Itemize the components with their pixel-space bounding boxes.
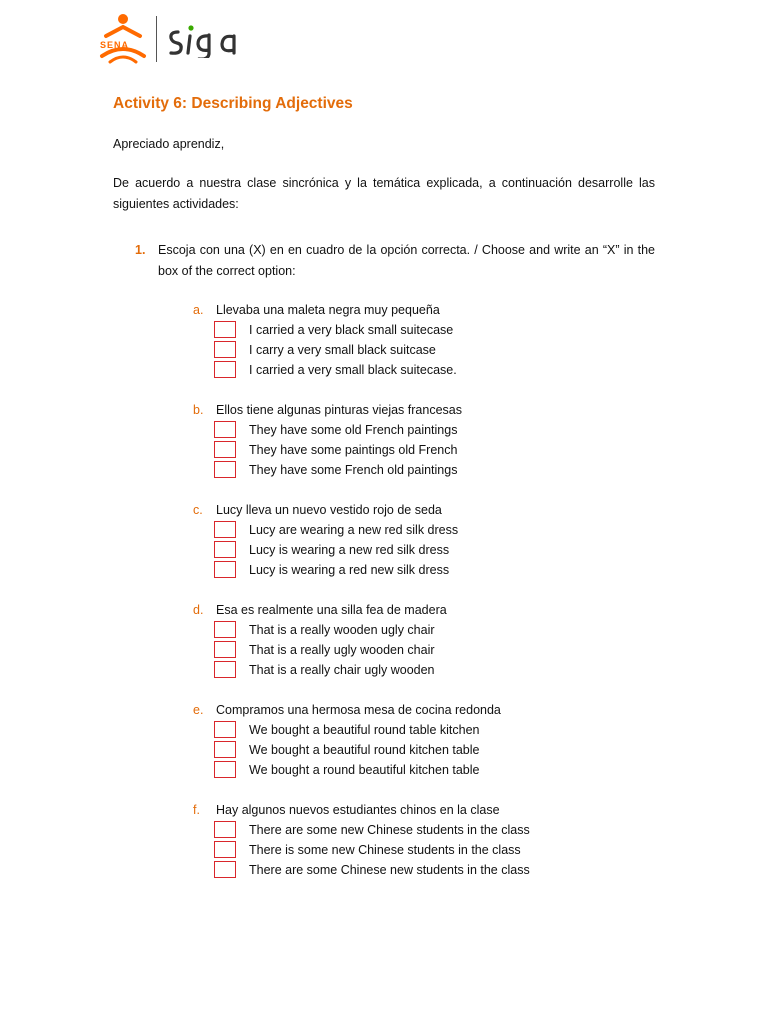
answer-option — [0, 520, 768, 540]
answer-checkbox[interactable] — [214, 741, 236, 758]
answer-checkbox[interactable] — [214, 521, 236, 538]
answer-option-label: There is some new Chinese students in the class — [249, 843, 521, 857]
answer-option-label: That is a really ugly wooden chair — [249, 643, 435, 657]
page-title: Activity 6: Describing Adjectives — [113, 95, 353, 112]
exercise-item-b — [0, 400, 768, 480]
answer-checkbox[interactable] — [214, 661, 236, 678]
exercise-item-f — [0, 800, 768, 880]
question-number: 1. — [135, 243, 146, 257]
answer-checkbox[interactable] — [214, 641, 236, 658]
item-prompt: Lucy lleva un nuevo vestido rojo de seda — [216, 503, 442, 517]
intro-paragraph: De acuerdo a nuestra clase sincrónica y la temática explicada, a continuación desarrolle las siguientes actividades: — [113, 176, 655, 211]
item-prompt: Compramos una hermosa mesa de cocina redonda — [216, 703, 501, 717]
answer-option-label: I carried a very small black suitecase. — [249, 363, 457, 377]
answer-checkbox[interactable] — [214, 321, 236, 338]
header-divider — [156, 16, 157, 62]
exercise-item-c — [0, 500, 768, 580]
siga-logo — [168, 24, 246, 58]
answer-option — [0, 320, 768, 340]
answer-option-label: Lucy are wearing a new red silk dress — [249, 523, 459, 537]
answer-option-label: They have some paintings old French — [249, 443, 458, 457]
item-letter: b. — [193, 403, 204, 417]
item-letter: a. — [193, 303, 204, 317]
answer-option — [0, 620, 768, 640]
answer-checkbox[interactable] — [214, 561, 236, 578]
exercise-item-d — [0, 600, 768, 680]
answer-option — [0, 540, 768, 560]
item-prompt: Ellos tiene algunas pinturas viejas francesas — [216, 403, 462, 417]
answer-option — [0, 660, 768, 680]
answer-option-label: We bought a beautiful round kitchen table — [249, 743, 480, 757]
answer-option — [0, 340, 768, 360]
answer-checkbox[interactable] — [214, 461, 236, 478]
answer-checkbox[interactable] — [214, 541, 236, 558]
answer-checkbox[interactable] — [214, 441, 236, 458]
exercise-item-e — [0, 700, 768, 780]
answer-option-label: There are some new Chinese students in the class — [249, 823, 530, 837]
answer-checkbox[interactable] — [214, 821, 236, 838]
item-letter: c. — [193, 503, 203, 517]
answer-checkbox[interactable] — [214, 341, 236, 358]
item-prompt: Llevaba una maleta negra muy pequeña — [216, 303, 440, 317]
answer-checkbox[interactable] — [214, 721, 236, 738]
answer-option-label: We bought a round beautiful kitchen table — [249, 763, 480, 777]
answer-option — [0, 840, 768, 860]
answer-option — [0, 820, 768, 840]
answer-option — [0, 640, 768, 660]
answer-checkbox[interactable] — [214, 841, 236, 858]
answer-option — [0, 860, 768, 880]
answer-option — [0, 740, 768, 760]
answer-option-label: There are some Chinese new students in the class — [249, 863, 530, 877]
header-logos — [94, 12, 264, 64]
answer-option — [0, 720, 768, 740]
answer-option-label: They have some French old paintings — [249, 463, 458, 477]
answer-checkbox[interactable] — [214, 861, 236, 878]
answer-option — [0, 560, 768, 580]
sena-logo-icon — [94, 12, 152, 64]
answer-option-label: Lucy is wearing a new red silk dress — [249, 543, 450, 557]
answer-option-label: We bought a beautiful round table kitchen — [249, 723, 480, 737]
exercise-item-a — [0, 300, 768, 380]
answer-checkbox[interactable] — [214, 761, 236, 778]
answer-option-label: Lucy is wearing a red new silk dress — [249, 563, 450, 577]
item-prompt: Esa es realmente una silla fea de madera — [216, 603, 447, 617]
greeting-text: Apreciado aprendiz, — [113, 137, 225, 151]
answer-checkbox[interactable] — [214, 421, 236, 438]
answer-option — [0, 440, 768, 460]
answer-checkbox[interactable] — [214, 621, 236, 638]
answer-option-label: I carry a very small black suitcase — [249, 343, 436, 357]
answer-option — [0, 460, 768, 480]
sena-logo-text: SENA — [100, 40, 130, 50]
answer-option-label: I carried a very black small suitecase — [249, 323, 454, 337]
item-letter: f. — [193, 803, 200, 817]
item-prompt: Hay algunos nuevos estudiantes chinos en la clase — [216, 803, 500, 817]
answer-option-label: That is a really chair ugly wooden — [249, 663, 435, 677]
answer-option — [0, 420, 768, 440]
question-instruction: Escoja con una (X) en en cuadro de la opción correcta. / Choose and write an “X” in the box of the correct option: — [158, 243, 655, 278]
answer-option-label: That is a really wooden ugly chair — [249, 623, 435, 637]
answer-checkbox[interactable] — [214, 361, 236, 378]
item-letter: e. — [193, 703, 204, 717]
answer-option — [0, 360, 768, 380]
answer-option-label: They have some old French paintings — [249, 423, 458, 437]
item-letter: d. — [193, 603, 204, 617]
answer-option — [0, 760, 768, 780]
